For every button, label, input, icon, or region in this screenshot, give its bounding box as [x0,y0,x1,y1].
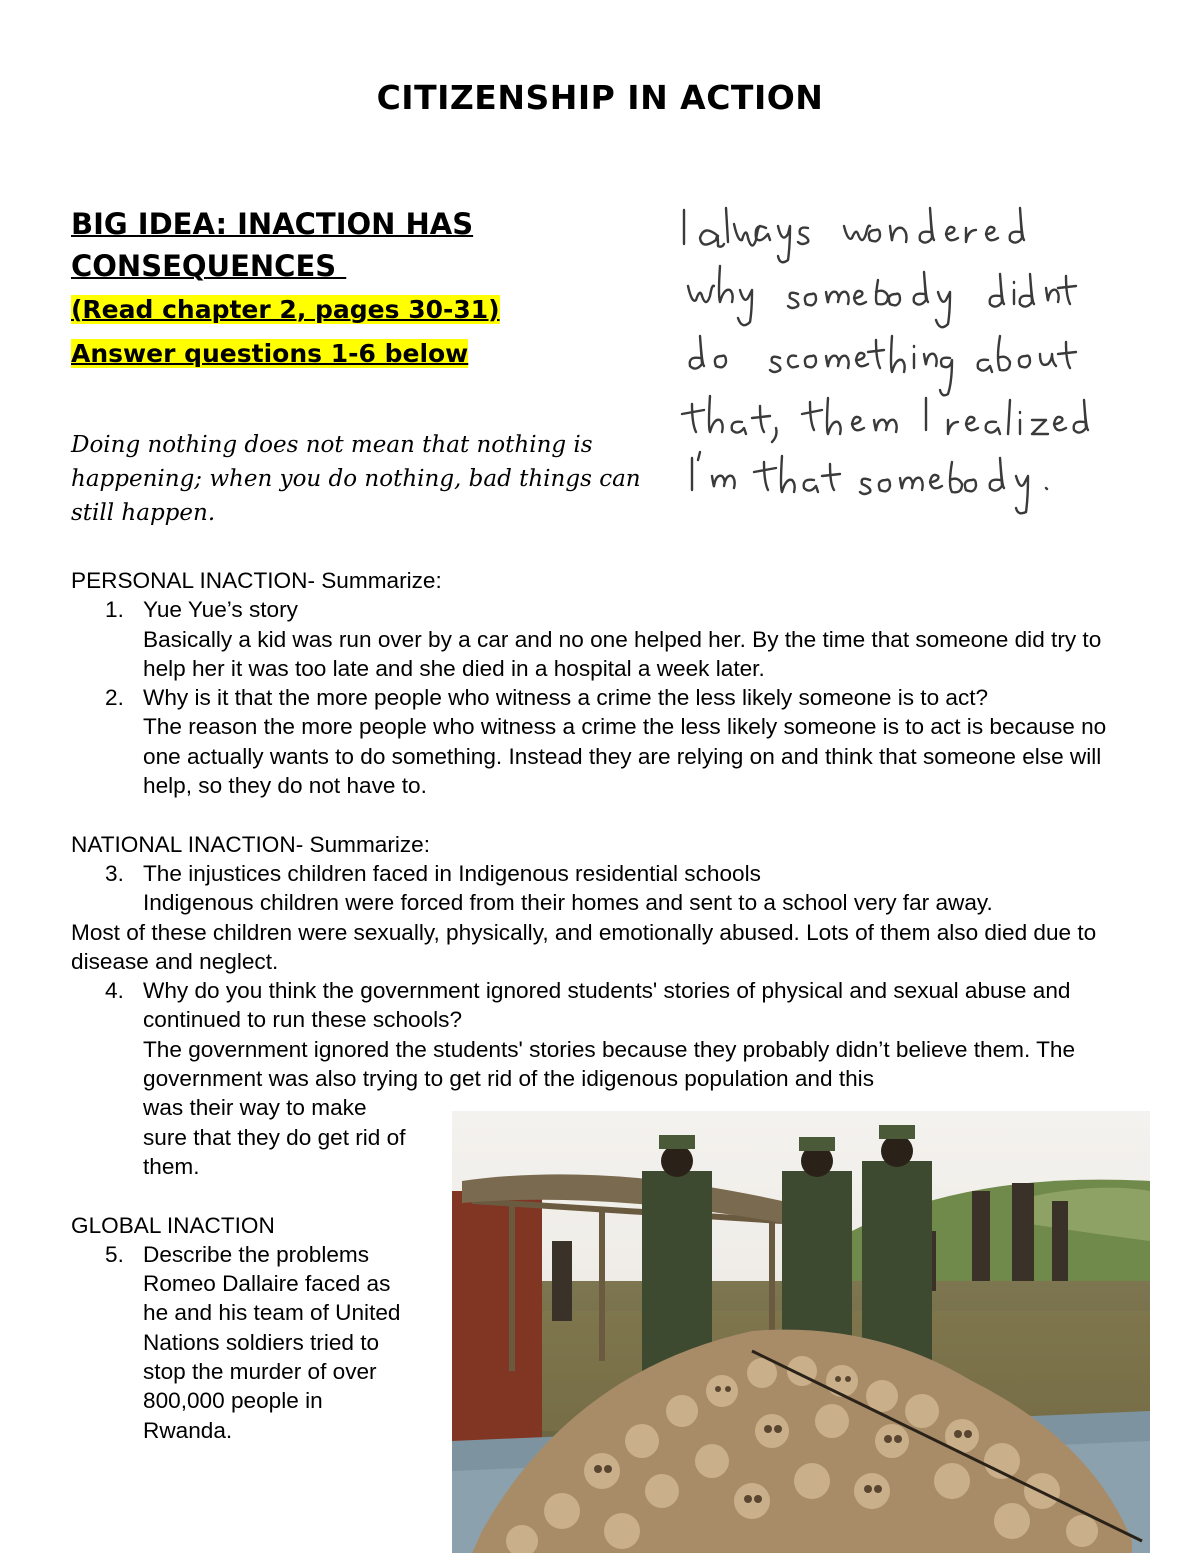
reading-instruction: (Read chapter 2, pages 30-31) [71,295,500,324]
answer-3-first-line: Indigenous children were forced from their homes and sent to a school very far away. [143,890,993,916]
answer-2-text: The reason the more people who witness a crime the less likely someone is to act is because no one actually wants to do something. Instead they are relying on and think that someone else will help, so they do not have to. [143,714,1107,799]
question-2-number: 2. [105,685,124,711]
question-5-number: 5. [105,1241,124,1267]
rwanda-memorial-photo [452,1111,1150,1553]
handwritten-note-image [670,196,1180,516]
question-3-number: 3. [105,860,124,886]
global-inaction-heading: GLOBAL INACTION [71,1212,275,1238]
answer-4-text: The government ignored the students' stories because they probably didn’t believe them. The government was also trying to get rid of the idigenous population and this [143,1036,1076,1092]
answer-instruction: Answer questions 1-6 below [71,339,469,368]
question-5-text: Describe the problems Romeo Dallaire faced as he and his team of United Nations soldiers tried to stop the murder of over 800,000 people in Rwanda. [143,1241,401,1443]
italic-quote: Doing nothing does not mean that nothing is happening; when you do nothing, bad things can still happen. [71,432,641,526]
page-title: CITIZENSHIP IN ACTION [376,78,824,117]
answer-3-continued: Most of these children were sexually, physically, and emotionally abused. Lots of them also died due to disease and neglect. [71,919,1097,974]
question-2 [71,683,1141,800]
question-2-text: Why is it that the more people who witness a crime the less likely someone is to act? [143,685,989,711]
question-4-number: 4. [105,978,124,1004]
answer-4-continued: was their way to make sure that they do get rid of them. [143,1095,406,1179]
big-idea-line-1: BIG IDEA: INACTION HAS [71,207,474,241]
question-1-text: Yue Yue’s story [143,597,298,623]
question-4-text: Why do you think the government ignored students' stories of physical and sexual abuse and continued to run these schools? [143,978,1071,1033]
big-idea-block [71,203,500,375]
national-inaction-heading: NATIONAL INACTION- Summarize: [71,831,431,857]
question-1 [71,595,1141,683]
question-1-number: 1. [105,597,124,623]
answer-1-text: Basically a kid was run over by a car and no one helped her. By the time that someone did try to help her it was too late and she died in a hospital a week later. [143,626,1102,681]
question-3-text: The injustices children faced in Indigenous residential schools [143,860,761,886]
question-3 [71,859,1141,918]
big-idea-line-2: CONSEQUENCES [71,249,347,283]
personal-inaction-heading: PERSONAL INACTION- Summarize: [71,568,442,593]
